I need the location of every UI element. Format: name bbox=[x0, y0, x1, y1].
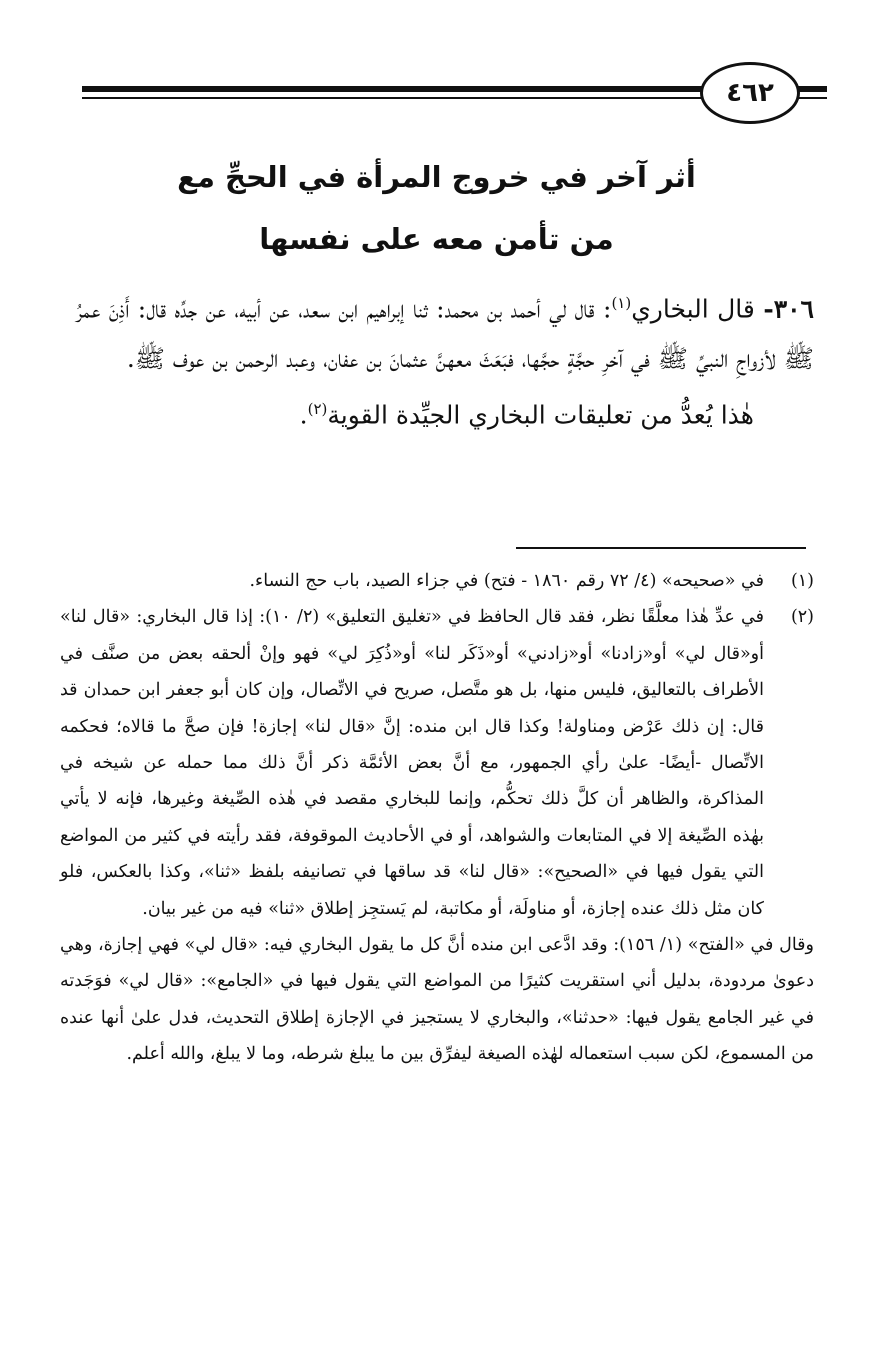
header-rule-thin bbox=[82, 97, 722, 99]
footnote-ref-2: (٢) bbox=[307, 400, 328, 419]
footnote-text: في «صحيحه» (٤/ ٧٢ رقم ١٨٦٠ - فتح) في جزاء الصيد، باب حج النساء. bbox=[249, 571, 764, 591]
footnote-text: في عدِّ هٰذا معلَّقًا نظر، فقد قال الحافظ في «تغليق التعليق» (٢/ ١٠): إذا قال البخاري: «قال لنا» أو«قال لي» أو«زادنا» أو«زادني» أو«ذَكَر لنا» أو«ذُكِرَ لي» فهو وإنْ ألحقه بعض من صنَّف في الأطراف بالتعاليق، فليس منها، بل هو متَّصل، صريح في الاتِّصال، وإن كان أبو جعفر ابن حمدان قد قال: إن ذلك عَرْض ومناولة! وكذا قال ابن منده: إنَّ «قال لنا» إجازة! فإن صحَّ ما قالاه؛ فحكمه الاتِّصال -أيضًا- علىٰ رأي الجمهور، مع أنَّ بعض الأئمَّة ذكر أنَّ ذلك مما حمله عن شيخه في المذاكرة، والظاهر أن كلَّ ذلك تحكُّم، وإنما للبخاري مقصد في هٰذه الصِّيغة وغيرها، فإنه لا يأتي بهٰذه الصِّيغة إلا في المتابعات والشواهد، أو في الأحاديث الموقوفة، فقد رأيته في كثير من المواضع التي يقول فيها في «الصحيح»: «قال لنا» قد ساقها في تصانيفه بلفظ «ثنا»، وكذا بالعكس، فلو كان مثل ذلك عنده إجازة، أو مناولَة، أو مكاتبة، لم يَستجِز إطلاق «ثنا» فيه من غير بيان. bbox=[60, 607, 764, 919]
footnote-1 bbox=[60, 563, 814, 599]
comment-end: . bbox=[299, 400, 308, 430]
footnote-number: (١) bbox=[790, 571, 814, 591]
page-header bbox=[0, 62, 873, 134]
comment-text: هٰذا يُعدُّ من تعليقات البخاري الجيِّدة القوية bbox=[327, 400, 754, 430]
hadith-number: ٣٠٦- bbox=[763, 294, 814, 324]
footnote-ref-1: (١) bbox=[611, 294, 632, 312]
hadith-paragraph bbox=[76, 278, 814, 384]
hadith-text: : قال لي أحمد بن محمد: ثنا إبراهيم ابن سعد، عن أبيه، عن جدِّه قال: أَذِنَ عمرُ ﷺ لأزواجِ النبيِّ ﷺ في آخرِ حجَّةٍ حجَّها، فبَعَثَ معهنَّ عثمانَ بن عفان، وعبد الرحمن بن عوف ﷺ. bbox=[76, 294, 814, 374]
comment-paragraph bbox=[76, 384, 814, 440]
footnote-2 bbox=[60, 599, 814, 927]
footnotes bbox=[60, 563, 814, 1073]
footnote-number: (٢) bbox=[790, 607, 814, 628]
page-number-badge bbox=[700, 62, 800, 124]
footnote-separator bbox=[516, 547, 806, 549]
main-text bbox=[76, 278, 814, 441]
footnote-2-continuation: وقال في «الفتح» (١/ ١٥٦): وقد ادَّعى ابن منده أنَّ كل ما يقول البخاري فيه: «قال لي» فهي إجازة، وهي دعوىٰ مردودة، بدليل أني استقريت كثيرًا من المواضع التي يقول فيها في «الجامع»: «قال لي» فوَجَدته في غير الجامع يقول فيها: «حدثنا»، والبخاري لا يستجيز في الإجازة إطلاق التحديث، فدل علىٰ أنها عنده من المسموع، لكن سبب استعماله لهٰذه الصيغة ليفرِّق بين ما يبلغ شرطه، وما لا يبلغ، والله أعلم. bbox=[60, 935, 814, 1065]
section-title-line-1: أثر آخر في خروج المرأة في الحجِّ مع bbox=[177, 160, 696, 194]
section-title-line-2: من تأمن معه على نفسها bbox=[259, 222, 614, 256]
header-rule bbox=[82, 86, 722, 92]
hadith-intro: قال البخاري bbox=[631, 294, 764, 324]
page-number: ٤٦٢ bbox=[726, 78, 774, 108]
header-rule-right-thin bbox=[795, 97, 827, 99]
